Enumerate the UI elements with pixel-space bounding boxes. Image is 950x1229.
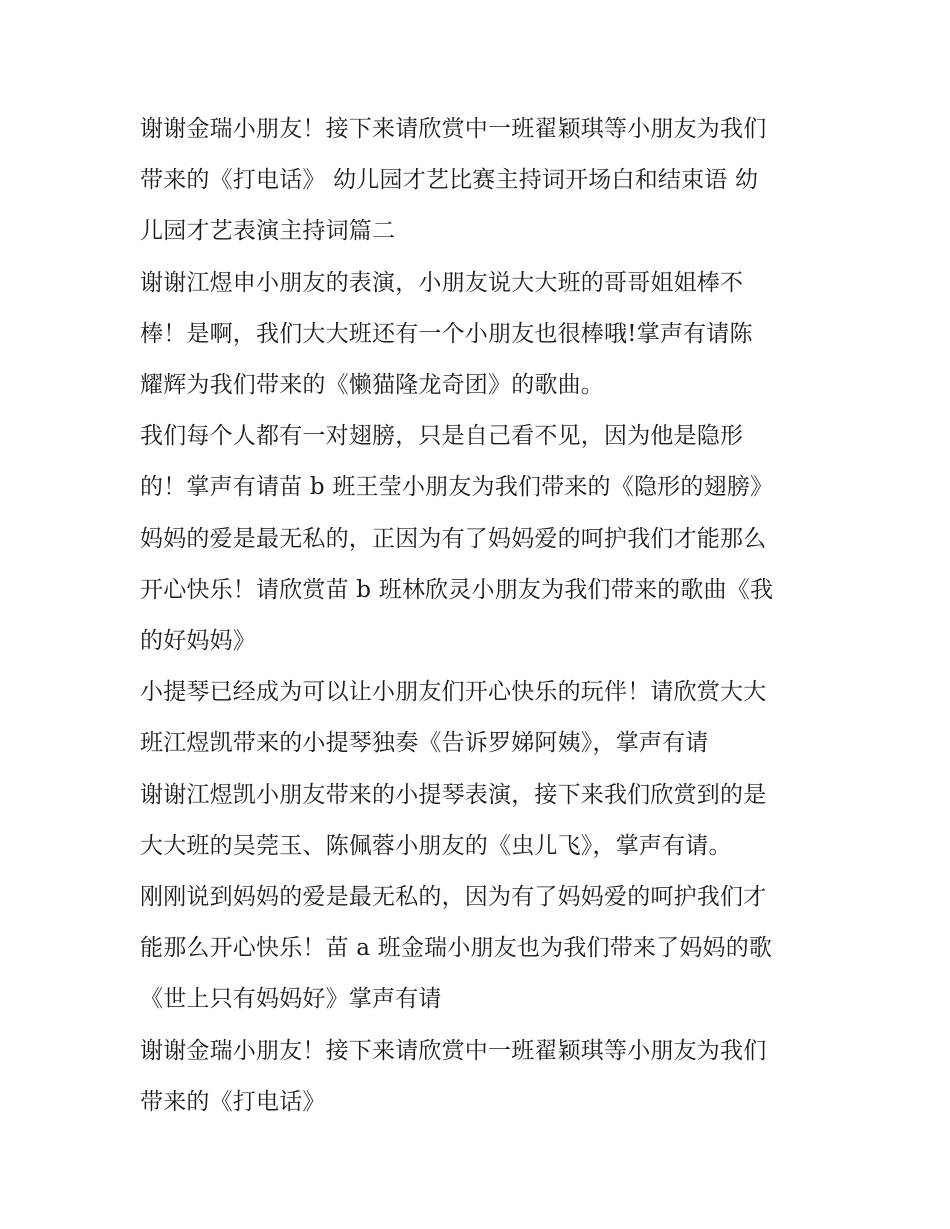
text-line: 的！掌声有请苗 b 班王莹小朋友为我们带来的《隐形的翅膀》 (140, 474, 774, 501)
paragraph-7 (140, 872, 820, 1026)
paragraph-1 (140, 104, 820, 258)
text-line: 耀辉为我们带来的《懒猫隆龙奇团》的歌曲。 (140, 372, 604, 399)
text-line: 谢谢金瑞小朋友！接下来请欣赏中一班翟颖琪等小朋友为我们 (140, 116, 767, 142)
text-line: 大大班的吴莞玉、陈佩蓉小朋友的《虫儿飞》，掌声有请。 (140, 832, 732, 859)
paragraph-6 (140, 770, 820, 872)
paragraph-3 (140, 411, 820, 513)
text-line: 开心快乐！请欣赏苗 b 班林欣灵小朋友为我们带来的歌曲《我 (140, 576, 774, 603)
text-line: 棒！是啊，我们大大班还有一个小朋友也很棒哦!掌声有请陈 (140, 320, 753, 347)
text-line: 我们每个人都有一对翅膀，只是自己看不见，因为他是隐形 (140, 423, 744, 450)
text-line: 带来的《打电话》 (140, 1088, 326, 1115)
text-line: 儿园才艺表演主持词篇二 (140, 218, 396, 245)
text-line: 谢谢江煜申小朋友的表演，小朋友说大大班的哥哥姐姐棒不 (140, 269, 744, 296)
text-line: 班江煜凯带来的小提琴独奏《告诉罗娣阿姨》，掌声有请 (140, 730, 709, 757)
paragraph-4 (140, 514, 820, 668)
paragraph-2 (140, 258, 820, 412)
paragraph-5 (140, 667, 820, 769)
text-line: 小提琴已经成为可以让小朋友们开心快乐的玩伴！请欣赏大大 (140, 679, 767, 706)
text-line: 能那么开心快乐！苗 a 班金瑞小朋友也为我们带来了妈妈的歌 (140, 935, 773, 962)
text-line: 带来的《打电话》 幼儿园才艺比赛主持词开场白和结束语 幼 (140, 167, 759, 194)
text-line: 谢谢江煜凯小朋友带来的小提琴表演，接下来我们欣赏到的是 (140, 781, 767, 808)
text-line: 谢谢金瑞小朋友！接下来请欣赏中一班翟颖琪等小朋友为我们 (140, 1037, 767, 1064)
text-line: 妈妈的爱是最无私的，正因为有了妈妈爱的呵护我们才能那么 (140, 525, 767, 552)
text-line: 刚刚说到妈妈的爱是最无私的，因为有了妈妈爱的呵护我们才 (140, 884, 767, 911)
text-line: 《世上只有妈妈好》掌声有请 (140, 986, 442, 1013)
document-body (140, 104, 820, 1128)
text-line: 的好妈妈》 (140, 628, 256, 655)
paragraph-8 (140, 1026, 820, 1128)
